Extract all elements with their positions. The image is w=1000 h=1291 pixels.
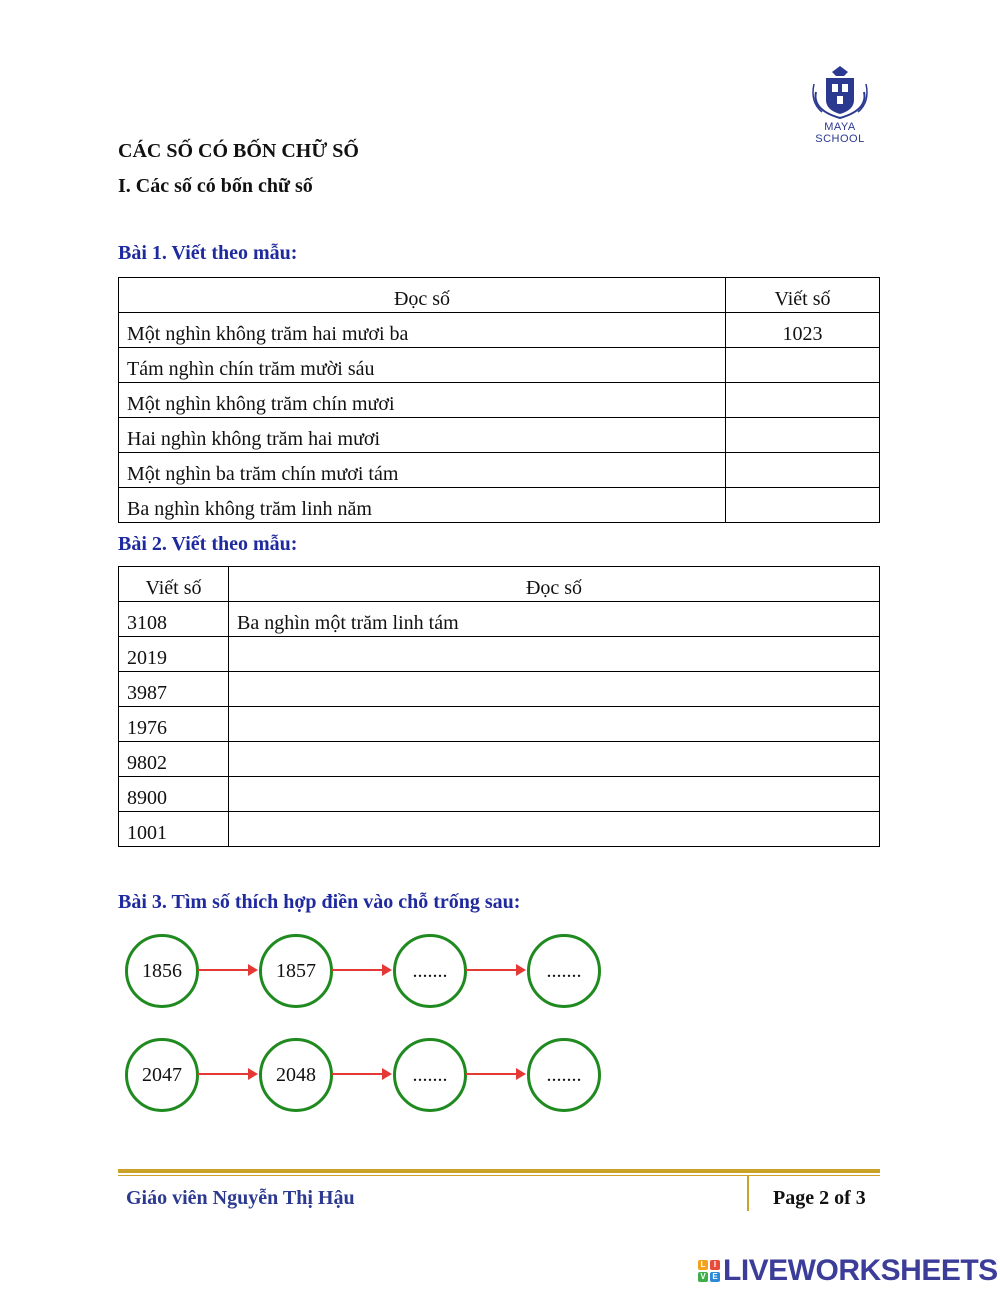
write-cell: 8900 <box>119 777 229 812</box>
table-row <box>119 313 880 348</box>
footer-divider-thin <box>118 1175 880 1176</box>
read-cell: Ba nghìn một trăm linh tám <box>229 602 880 637</box>
read-cell: Một nghìn không trăm hai mươi ba <box>119 313 726 348</box>
number-circle: 1856 <box>125 934 199 1008</box>
write-cell: 2019 <box>119 637 229 672</box>
read-cell: Ba nghìn không trăm linh năm <box>119 488 726 523</box>
column-header: Viết số <box>726 278 880 313</box>
write-cell: 3108 <box>119 602 229 637</box>
arrow-right-icon <box>466 969 524 971</box>
arrow-right-icon <box>332 1073 390 1075</box>
answer-input-cell[interactable] <box>229 637 880 672</box>
table-row <box>119 742 880 777</box>
answer-circle[interactable]: ....... <box>393 934 467 1008</box>
answer-input-cell[interactable] <box>726 488 880 523</box>
column-header: Viết số <box>119 567 229 602</box>
teacher-name: Giáo viên Nguyễn Thị Hậu <box>126 1187 355 1209</box>
write-cell: 3987 <box>119 672 229 707</box>
answer-input-cell[interactable] <box>726 383 880 418</box>
read-cell: Tám nghìn chín trăm mười sáu <box>119 348 726 383</box>
exercise1-title: Bài 1. Viết theo mẫu: <box>118 242 298 264</box>
arrow-right-icon <box>332 969 390 971</box>
table-row <box>119 707 880 742</box>
table-row <box>119 637 880 672</box>
table-row <box>119 383 880 418</box>
table-header-row <box>119 567 880 602</box>
liveworksheets-icon: L I V E <box>698 1260 720 1282</box>
page-number: Page 2 of 3 <box>773 1187 866 1209</box>
footer-separator <box>747 1176 749 1211</box>
answer-input-cell[interactable] <box>726 348 880 383</box>
exercise3-title: Bài 3. Tìm số thích hợp điền vào chỗ trống sau: <box>118 891 521 913</box>
table-row <box>119 488 880 523</box>
answer-input-cell[interactable] <box>229 707 880 742</box>
arrow-right-icon <box>198 969 256 971</box>
answer-input-cell[interactable] <box>229 742 880 777</box>
read-cell: Hai nghìn không trăm hai mươi <box>119 418 726 453</box>
watermark-text: LIVEWORKSHEETS <box>723 1254 998 1287</box>
answer-input-cell[interactable] <box>726 418 880 453</box>
table-row <box>119 812 880 847</box>
table-row <box>119 453 880 488</box>
write-cell: 1023 <box>726 313 880 348</box>
page-title: CÁC SỐ CÓ BỐN CHỮ SỐ <box>118 140 359 162</box>
answer-input-cell[interactable] <box>726 453 880 488</box>
table-row <box>119 602 880 637</box>
table-header-row <box>119 278 880 313</box>
table-row <box>119 348 880 383</box>
footer-divider <box>118 1169 880 1173</box>
read-cell: Một nghìn không trăm chín mươi <box>119 383 726 418</box>
table-row <box>119 672 880 707</box>
exercise2-table <box>118 566 880 847</box>
table-row <box>119 777 880 812</box>
column-header: Đọc số <box>229 567 880 602</box>
school-logo <box>800 62 880 145</box>
answer-input-cell[interactable] <box>229 777 880 812</box>
answer-circle[interactable]: ....... <box>527 934 601 1008</box>
crest-icon <box>808 62 872 120</box>
answer-input-cell[interactable] <box>229 812 880 847</box>
number-circle: 1857 <box>259 934 333 1008</box>
liveworksheets-watermark <box>698 1254 998 1288</box>
column-header: Đọc số <box>119 278 726 313</box>
write-cell: 9802 <box>119 742 229 777</box>
answer-input-cell[interactable] <box>229 672 880 707</box>
arrow-right-icon <box>466 1073 524 1075</box>
answer-circle[interactable]: ....... <box>393 1038 467 1112</box>
exercise2-title: Bài 2. Viết theo mẫu: <box>118 533 298 555</box>
read-cell: Một nghìn ba trăm chín mươi tám <box>119 453 726 488</box>
number-circle: 2048 <box>259 1038 333 1112</box>
write-cell: 1001 <box>119 812 229 847</box>
school-name: MAYA SCHOOL <box>815 121 865 145</box>
section-subtitle: I. Các số có bốn chữ số <box>118 175 313 197</box>
table-row <box>119 418 880 453</box>
exercise1-table <box>118 277 880 523</box>
arrow-right-icon <box>198 1073 256 1075</box>
write-cell: 1976 <box>119 707 229 742</box>
number-circle: 2047 <box>125 1038 199 1112</box>
answer-circle[interactable]: ....... <box>527 1038 601 1112</box>
